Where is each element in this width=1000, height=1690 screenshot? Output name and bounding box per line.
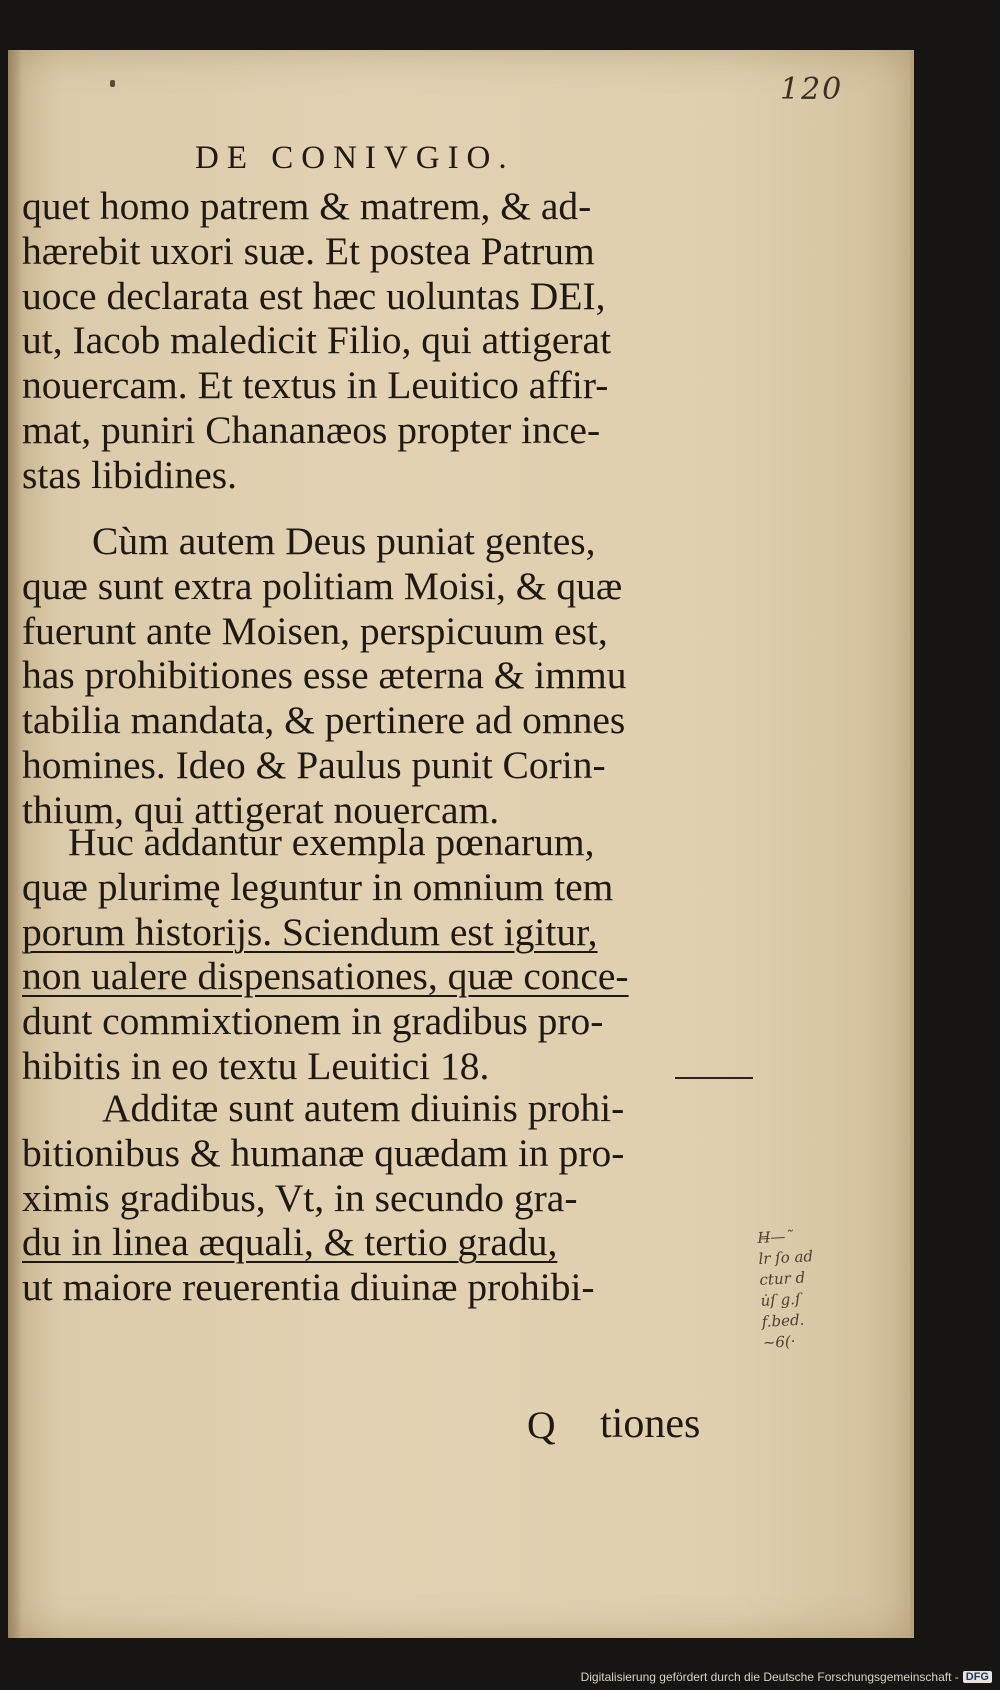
signature-mark: Q (527, 1403, 556, 1447)
text-line: quæ sunt extra politiam Moisi, & quæ (22, 563, 623, 608)
text-line: Additæ sunt autem diuinis prohi- (102, 1086, 625, 1130)
text-line: ut, Iacob maledicit Filio, qui attigerat (22, 318, 612, 363)
text-line-underlined: porum historijs. Sciendum est igitur, (22, 909, 598, 954)
page-gutter-shadow (8, 50, 22, 1638)
folio-number: 120 (780, 72, 844, 107)
text-line: stas libidines. (22, 452, 238, 497)
note-line: H̶—˜ (756, 1227, 794, 1247)
text-line: tabilia mandata, & pertinere ad omnes (22, 698, 626, 743)
text-line: nouercam. Et textus in Leuitico affir- (22, 363, 609, 408)
dfg-logo: DFG (963, 1671, 992, 1683)
note-line: lr ſo ad (757, 1247, 814, 1268)
paragraph-3 (22, 820, 742, 1089)
paragraph-4 (22, 1086, 742, 1310)
text-line: hærebit uxori suæ. Et postea Patrum (22, 228, 595, 273)
ink-spot (110, 80, 115, 87)
running-head: DE CONIVGIO. (195, 140, 515, 176)
credit-text: Digitalisierung gefördert durch die Deutsche Forschungsgemeinschaft - (580, 1670, 959, 1684)
text-line: fuerunt ante Moisen, perspicuum est, (22, 608, 608, 653)
pen-underline (675, 1077, 753, 1079)
catchword: tiones (600, 1401, 701, 1447)
text-line: Huc addantur exempla pœnarum, (68, 820, 595, 864)
text-line-underlined: du in linea æquali, & tertio gradu, (22, 1220, 558, 1265)
text-line: has prohibitiones esse æterna & immu (22, 653, 627, 698)
text-line: bitionibus & humanæ quædam in pro- (22, 1130, 625, 1175)
paragraph-1 (22, 184, 742, 498)
text-line: ut maiore reuerentia diuinæ prohibi- (22, 1265, 595, 1310)
text-line: Cùm autem Deus puniat gentes, (92, 519, 596, 563)
note-line: ~6(· (762, 1332, 796, 1352)
text-line-underlined: non ualere dispensationes, quæ conce- (22, 954, 629, 999)
text-line: ximis gradibus, Vt, in secundo gra- (22, 1175, 578, 1220)
paragraph-2 (22, 519, 742, 833)
text-line: quet homo patrem & matrem, & ad- (22, 184, 592, 228)
text-line: uoce declarata est hæc uoluntas DEI, (22, 273, 606, 318)
text-line: quæ plurimę leguntur in omnium tem (22, 864, 614, 909)
text-line: mat, puniri Chananæos propter ince- (22, 407, 601, 452)
digitization-credit (581, 1670, 992, 1684)
text-line: thium, qui attigerat nouercam. (22, 787, 500, 832)
note-line: u̇ſ g.ſ (760, 1289, 801, 1310)
note-line: f.bed. (761, 1310, 805, 1331)
note-line: ctur d (759, 1268, 806, 1289)
text-line: dunt commixtionem in gradibus pro- (22, 999, 604, 1044)
text-line: homines. Ideo & Paulus punit Corin- (22, 742, 606, 787)
text-line: hibitis in eo textu Leuitici 18. (22, 1043, 490, 1088)
handwritten-marginal-note (757, 1220, 913, 1354)
